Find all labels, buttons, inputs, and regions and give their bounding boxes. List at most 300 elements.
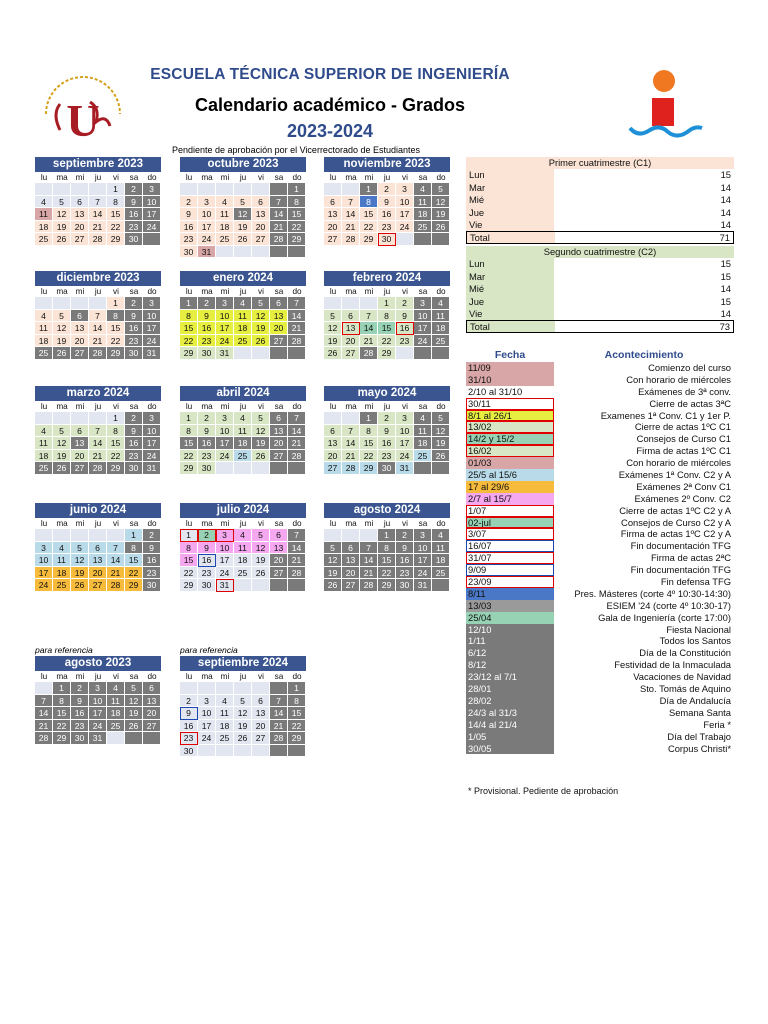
class-day-count: 14 bbox=[720, 307, 731, 319]
weekday-label: ju bbox=[239, 287, 247, 296]
day-cell: 16 bbox=[378, 208, 396, 221]
empty-day-cell bbox=[324, 183, 342, 196]
day-cell: 2 bbox=[71, 682, 89, 695]
day-cell: 16 bbox=[378, 437, 396, 450]
empty-day-cell bbox=[71, 529, 89, 542]
second-term-total bbox=[466, 320, 734, 333]
day-cell: 18 bbox=[234, 554, 252, 567]
weekday-name: Vie bbox=[466, 308, 554, 320]
weekday-label: mi bbox=[75, 672, 85, 681]
empty-day-cell bbox=[252, 682, 270, 695]
month-calendar bbox=[180, 271, 306, 360]
empty-day-cell bbox=[288, 462, 306, 475]
event-description: Exámenes 2ª Conv C1 bbox=[636, 480, 731, 492]
empty-day-cell bbox=[288, 579, 306, 592]
day-cell: 5 bbox=[53, 310, 71, 323]
day-cell: 20 bbox=[252, 221, 270, 234]
weekday-label: mi bbox=[364, 287, 374, 296]
day-cell: 19 bbox=[53, 335, 71, 348]
day-cell: 15 bbox=[180, 322, 198, 335]
weekday-label: do bbox=[436, 402, 446, 411]
day-cell: 6 bbox=[342, 542, 360, 555]
day-cell: 6 bbox=[270, 529, 288, 542]
day-cell: 25 bbox=[35, 347, 53, 360]
day-cell: 18 bbox=[35, 335, 53, 348]
day-cell: 10 bbox=[216, 542, 234, 555]
event-row bbox=[466, 481, 734, 493]
weekday-label: vi bbox=[402, 519, 408, 528]
day-cell: 11 bbox=[35, 322, 53, 335]
event-description: Fin documentación TFG bbox=[630, 540, 731, 552]
empty-day-cell bbox=[324, 529, 342, 542]
day-cell: 20 bbox=[143, 707, 161, 720]
day-cell: 6 bbox=[71, 425, 89, 438]
day-cell: 7 bbox=[270, 695, 288, 708]
weekday-label: ma bbox=[345, 402, 357, 411]
weekday-name: Jue bbox=[466, 207, 554, 219]
event-row bbox=[466, 612, 734, 624]
day-cell: 6 bbox=[252, 695, 270, 708]
empty-day-cell bbox=[432, 579, 450, 592]
second-term-summary bbox=[466, 246, 734, 333]
day-cell: 11 bbox=[432, 310, 450, 323]
month-title: enero 2024 bbox=[180, 271, 306, 286]
day-cell: 24 bbox=[396, 221, 414, 234]
day-cell: 18 bbox=[53, 567, 71, 580]
day-cell: 6 bbox=[252, 196, 270, 209]
day-cell: 7 bbox=[107, 542, 125, 555]
day-cell: 19 bbox=[252, 322, 270, 335]
weekday-label: ma bbox=[56, 287, 68, 296]
day-cell: 18 bbox=[234, 322, 252, 335]
day-cell: 17 bbox=[216, 554, 234, 567]
empty-day-cell bbox=[53, 183, 71, 196]
weekday-label: lu bbox=[185, 287, 193, 296]
summary-row bbox=[466, 219, 734, 231]
empty-day-cell bbox=[270, 183, 288, 196]
day-cell: 17 bbox=[143, 208, 161, 221]
day-cell: 16 bbox=[180, 221, 198, 234]
day-cell: 3 bbox=[396, 412, 414, 425]
day-cell: 9 bbox=[125, 310, 143, 323]
day-cell: 17 bbox=[396, 437, 414, 450]
day-cell: 20 bbox=[324, 221, 342, 234]
svg-text:U: U bbox=[66, 95, 100, 140]
day-cell: 19 bbox=[252, 554, 270, 567]
weekday-label: do bbox=[292, 519, 302, 528]
event-row bbox=[466, 517, 734, 529]
empty-day-cell bbox=[234, 579, 252, 592]
empty-day-cell bbox=[89, 529, 107, 542]
event-date: 11/09 bbox=[466, 362, 554, 374]
school-logo-icon bbox=[626, 68, 706, 142]
class-day-count: 15 bbox=[720, 169, 731, 181]
summary-row bbox=[466, 296, 734, 308]
weekday-label: ju bbox=[94, 402, 102, 411]
day-cell: 7 bbox=[342, 196, 360, 209]
event-description: Exámenes 2º Conv. C2 bbox=[634, 492, 731, 504]
weekday-label: lu bbox=[40, 402, 48, 411]
day-cell: 29 bbox=[53, 732, 71, 745]
day-cell: 11 bbox=[234, 310, 252, 323]
day-cell: 14 bbox=[288, 310, 306, 323]
weekday-label: lu bbox=[185, 519, 193, 528]
day-cell: 3 bbox=[89, 682, 107, 695]
day-cell: 14 bbox=[360, 554, 378, 567]
day-cell: 13 bbox=[89, 554, 107, 567]
day-cell: 24 bbox=[414, 335, 432, 348]
day-cell: 29 bbox=[107, 347, 125, 360]
day-cell: 31 bbox=[143, 347, 161, 360]
event-description: Cierre de actas 1ºC C2 y A bbox=[619, 504, 731, 516]
class-day-count: 14 bbox=[720, 206, 731, 218]
day-cell: 13 bbox=[342, 322, 360, 335]
empty-day-cell bbox=[432, 233, 450, 246]
day-cell: 10 bbox=[198, 208, 216, 221]
day-cell: 7 bbox=[288, 529, 306, 542]
weekday-label: mi bbox=[75, 519, 85, 528]
day-cell: 15 bbox=[125, 554, 143, 567]
day-cell: 4 bbox=[234, 412, 252, 425]
day-cell: 17 bbox=[143, 437, 161, 450]
day-cell: 5 bbox=[324, 310, 342, 323]
day-cell: 31 bbox=[414, 579, 432, 592]
day-cell: 31 bbox=[89, 732, 107, 745]
day-cell: 2 bbox=[378, 183, 396, 196]
day-cell: 1 bbox=[360, 183, 378, 196]
weekday-name: Mar bbox=[466, 271, 554, 283]
day-cell: 9 bbox=[143, 542, 161, 555]
weekday-label: vi bbox=[113, 287, 119, 296]
event-row bbox=[466, 671, 734, 683]
weekday-label: lu bbox=[40, 672, 48, 681]
day-cell: 4 bbox=[107, 682, 125, 695]
class-day-count: 15 bbox=[720, 258, 731, 270]
day-cell: 5 bbox=[324, 542, 342, 555]
day-cell: 10 bbox=[35, 554, 53, 567]
day-cell: 3 bbox=[143, 297, 161, 310]
day-cell: 31 bbox=[216, 347, 234, 360]
day-cell: 30 bbox=[378, 462, 396, 475]
day-cell: 28 bbox=[270, 732, 288, 745]
month-title: octubre 2023 bbox=[180, 157, 306, 172]
day-cell: 4 bbox=[216, 196, 234, 209]
day-cell: 19 bbox=[432, 208, 450, 221]
second-term-title: Segundo cuatrimestre (C2) bbox=[466, 246, 734, 258]
month-calendar bbox=[180, 157, 306, 258]
day-cell: 30 bbox=[143, 579, 161, 592]
day-cell: 22 bbox=[288, 221, 306, 234]
weekday-label: sa bbox=[274, 519, 284, 528]
day-cell: 2 bbox=[143, 529, 161, 542]
event-row bbox=[466, 398, 734, 410]
day-cell: 3 bbox=[216, 297, 234, 310]
weekday-label: ma bbox=[56, 519, 68, 528]
day-cell: 18 bbox=[216, 221, 234, 234]
month-title: junio 2024 bbox=[35, 503, 161, 518]
day-cell: 17 bbox=[143, 322, 161, 335]
weekday-label: mi bbox=[75, 287, 85, 296]
day-cell: 21 bbox=[342, 450, 360, 463]
reference-label: para referencia bbox=[35, 645, 93, 655]
month-title: julio 2024 bbox=[180, 503, 306, 518]
day-cell: 10 bbox=[89, 695, 107, 708]
day-cell: 1 bbox=[378, 297, 396, 310]
day-cell: 4 bbox=[35, 425, 53, 438]
day-cell: 21 bbox=[342, 221, 360, 234]
total-value: 73 bbox=[719, 321, 730, 333]
month-calendar bbox=[324, 157, 450, 246]
day-cell: 19 bbox=[432, 437, 450, 450]
weekday-label: ma bbox=[345, 287, 357, 296]
empty-day-cell bbox=[53, 529, 71, 542]
day-cell: 25 bbox=[414, 221, 432, 234]
month-calendar bbox=[35, 503, 161, 592]
day-cell: 4 bbox=[432, 297, 450, 310]
day-cell: 22 bbox=[180, 567, 198, 580]
day-cell: 13 bbox=[270, 425, 288, 438]
weekday-label: ju bbox=[239, 173, 247, 182]
day-cell: 26 bbox=[252, 335, 270, 348]
day-cell: 25 bbox=[234, 567, 252, 580]
day-cell: 28 bbox=[288, 567, 306, 580]
day-cell: 3 bbox=[216, 529, 234, 542]
weekday-label: ju bbox=[383, 173, 391, 182]
day-cell: 28 bbox=[288, 450, 306, 463]
day-cell: 3 bbox=[198, 695, 216, 708]
event-date: 14/4 al 21/4 bbox=[466, 719, 554, 731]
day-cell: 1 bbox=[180, 529, 198, 542]
event-row bbox=[466, 731, 734, 743]
event-row bbox=[466, 552, 734, 564]
weekday-label: sa bbox=[129, 519, 139, 528]
weekday-label: lu bbox=[40, 173, 48, 182]
day-cell: 6 bbox=[89, 542, 107, 555]
weekday-label: sa bbox=[274, 402, 284, 411]
event-row bbox=[466, 445, 734, 457]
day-cell: 16 bbox=[198, 554, 216, 567]
weekday-label: ma bbox=[201, 402, 213, 411]
day-cell: 29 bbox=[360, 233, 378, 246]
weekday-label: lu bbox=[329, 173, 337, 182]
event-date: 31/10 bbox=[466, 374, 554, 386]
day-cell: 6 bbox=[71, 310, 89, 323]
event-description: ESIEM '24 (corte 4º 10:30-17) bbox=[606, 599, 731, 611]
day-cell: 20 bbox=[342, 567, 360, 580]
day-cell: 2 bbox=[198, 412, 216, 425]
day-cell: 14 bbox=[270, 208, 288, 221]
event-date: 6/12 bbox=[466, 647, 554, 659]
event-row bbox=[466, 719, 734, 731]
weekday-label: ma bbox=[201, 173, 213, 182]
empty-day-cell bbox=[71, 183, 89, 196]
day-cell: 27 bbox=[270, 450, 288, 463]
day-cell: 27 bbox=[324, 462, 342, 475]
weekday-name: Jue bbox=[466, 296, 554, 308]
day-cell: 14 bbox=[35, 707, 53, 720]
day-cell: 24 bbox=[143, 450, 161, 463]
day-cell: 13 bbox=[143, 695, 161, 708]
empty-day-cell bbox=[216, 183, 234, 196]
event-description: Fiesta Nacional bbox=[666, 623, 731, 635]
day-cell: 13 bbox=[270, 310, 288, 323]
empty-day-cell bbox=[180, 682, 198, 695]
day-cell: 22 bbox=[288, 720, 306, 733]
day-cell: 5 bbox=[234, 196, 252, 209]
day-cell: 2 bbox=[180, 196, 198, 209]
day-cell: 15 bbox=[107, 208, 125, 221]
summary-row bbox=[466, 271, 734, 283]
empty-day-cell bbox=[216, 462, 234, 475]
day-cell: 9 bbox=[198, 425, 216, 438]
empty-day-cell bbox=[342, 183, 360, 196]
day-cell: 23 bbox=[378, 221, 396, 234]
day-cell: 2 bbox=[125, 412, 143, 425]
event-row bbox=[466, 695, 734, 707]
event-row bbox=[466, 707, 734, 719]
day-cell: 6 bbox=[270, 412, 288, 425]
day-cell: 1 bbox=[107, 183, 125, 196]
day-cell: 11 bbox=[414, 196, 432, 209]
day-cell: 15 bbox=[378, 554, 396, 567]
event-description: Día de Andalucía bbox=[659, 694, 731, 706]
weekday-name: Mié bbox=[466, 194, 554, 206]
day-cell: 8 bbox=[360, 196, 378, 209]
event-date: 02-jul bbox=[466, 517, 554, 529]
day-cell: 2 bbox=[396, 529, 414, 542]
day-cell: 8 bbox=[180, 310, 198, 323]
event-date: 24/3 al 31/3 bbox=[466, 707, 554, 719]
day-cell: 8 bbox=[288, 196, 306, 209]
calendar-grid-area bbox=[0, 0, 460, 780]
total-label: Total bbox=[467, 232, 555, 243]
month-calendar bbox=[35, 656, 161, 745]
day-cell: 4 bbox=[35, 196, 53, 209]
weekday-name: Mié bbox=[466, 283, 554, 295]
day-cell: 10 bbox=[216, 425, 234, 438]
event-row bbox=[466, 457, 734, 469]
day-cell: 11 bbox=[107, 695, 125, 708]
event-date: 23/09 bbox=[466, 576, 554, 588]
weekday-label: mi bbox=[220, 173, 230, 182]
day-cell: 2 bbox=[378, 412, 396, 425]
day-cell: 7 bbox=[288, 297, 306, 310]
event-description: Festividad de la Inmaculada bbox=[614, 659, 731, 671]
day-cell: 29 bbox=[378, 579, 396, 592]
day-cell: 3 bbox=[414, 297, 432, 310]
empty-day-cell bbox=[360, 297, 378, 310]
day-cell: 14 bbox=[89, 322, 107, 335]
day-cell: 21 bbox=[288, 322, 306, 335]
day-cell: 11 bbox=[53, 554, 71, 567]
day-cell: 10 bbox=[414, 542, 432, 555]
month-calendar bbox=[324, 386, 450, 475]
day-cell: 5 bbox=[71, 542, 89, 555]
day-cell: 25 bbox=[414, 450, 432, 463]
day-cell: 29 bbox=[125, 579, 143, 592]
day-cell: 9 bbox=[396, 310, 414, 323]
weekday-label: ju bbox=[383, 402, 391, 411]
empty-day-cell bbox=[89, 297, 107, 310]
summary-row bbox=[466, 308, 734, 320]
day-cell: 11 bbox=[216, 208, 234, 221]
empty-day-cell bbox=[234, 183, 252, 196]
day-cell: 22 bbox=[107, 450, 125, 463]
event-date: 1/05 bbox=[466, 731, 554, 743]
day-cell: 26 bbox=[432, 221, 450, 234]
day-cell: 24 bbox=[143, 221, 161, 234]
day-cell: 9 bbox=[378, 425, 396, 438]
empty-day-cell bbox=[198, 745, 216, 758]
day-cell: 21 bbox=[89, 335, 107, 348]
day-cell: 19 bbox=[125, 707, 143, 720]
event-description: Firma de actas 1ºC C1 bbox=[636, 445, 731, 457]
day-cell: 24 bbox=[35, 579, 53, 592]
day-cell: 21 bbox=[288, 437, 306, 450]
weekday-label: vi bbox=[258, 173, 264, 182]
day-cell: 3 bbox=[216, 412, 234, 425]
event-date: 14/2 y 15/2 bbox=[466, 433, 554, 445]
first-term-title: Primer cuatrimestre (C1) bbox=[466, 157, 734, 169]
day-cell: 8 bbox=[107, 310, 125, 323]
day-cell: 9 bbox=[125, 196, 143, 209]
day-cell: 20 bbox=[270, 437, 288, 450]
day-cell: 3 bbox=[143, 183, 161, 196]
day-cell: 30 bbox=[198, 462, 216, 475]
day-cell: 27 bbox=[252, 732, 270, 745]
day-cell: 16 bbox=[71, 707, 89, 720]
day-cell: 5 bbox=[234, 695, 252, 708]
weekday-label: mi bbox=[220, 402, 230, 411]
day-cell: 6 bbox=[143, 682, 161, 695]
event-description: Pres. Másteres (corte 4º 10:30-14:30) bbox=[574, 587, 731, 599]
day-cell: 9 bbox=[180, 208, 198, 221]
weekday-label: do bbox=[292, 402, 302, 411]
weekday-label: do bbox=[436, 519, 446, 528]
day-cell: 16 bbox=[125, 322, 143, 335]
event-description: Gala de Ingeniería (corte 17:00) bbox=[598, 611, 731, 623]
total-value: 71 bbox=[719, 232, 730, 244]
day-cell: 24 bbox=[143, 335, 161, 348]
month-title: abril 2024 bbox=[180, 386, 306, 401]
month-calendar bbox=[180, 386, 306, 475]
day-cell: 22 bbox=[107, 221, 125, 234]
month-title: agosto 2024 bbox=[324, 503, 450, 518]
event-date: 31/07 bbox=[466, 552, 554, 564]
day-cell: 4 bbox=[35, 310, 53, 323]
day-cell: 11 bbox=[234, 542, 252, 555]
event-description: Comienzo del curso bbox=[648, 362, 731, 373]
weekday-label: sa bbox=[418, 287, 428, 296]
weekday-label: mi bbox=[75, 402, 85, 411]
day-cell: 23 bbox=[180, 732, 198, 745]
day-cell: 4 bbox=[414, 412, 432, 425]
day-cell: 25 bbox=[234, 450, 252, 463]
event-row bbox=[466, 647, 734, 659]
empty-day-cell bbox=[288, 745, 306, 758]
day-cell: 22 bbox=[180, 450, 198, 463]
weekday-label: mi bbox=[75, 173, 85, 182]
empty-day-cell bbox=[234, 682, 252, 695]
day-cell: 11 bbox=[216, 707, 234, 720]
day-cell: 12 bbox=[252, 542, 270, 555]
day-cell: 4 bbox=[234, 529, 252, 542]
empty-day-cell bbox=[143, 732, 161, 745]
day-cell: 6 bbox=[71, 196, 89, 209]
day-cell: 18 bbox=[432, 322, 450, 335]
day-cell: 25 bbox=[35, 462, 53, 475]
day-cell: 31 bbox=[396, 462, 414, 475]
